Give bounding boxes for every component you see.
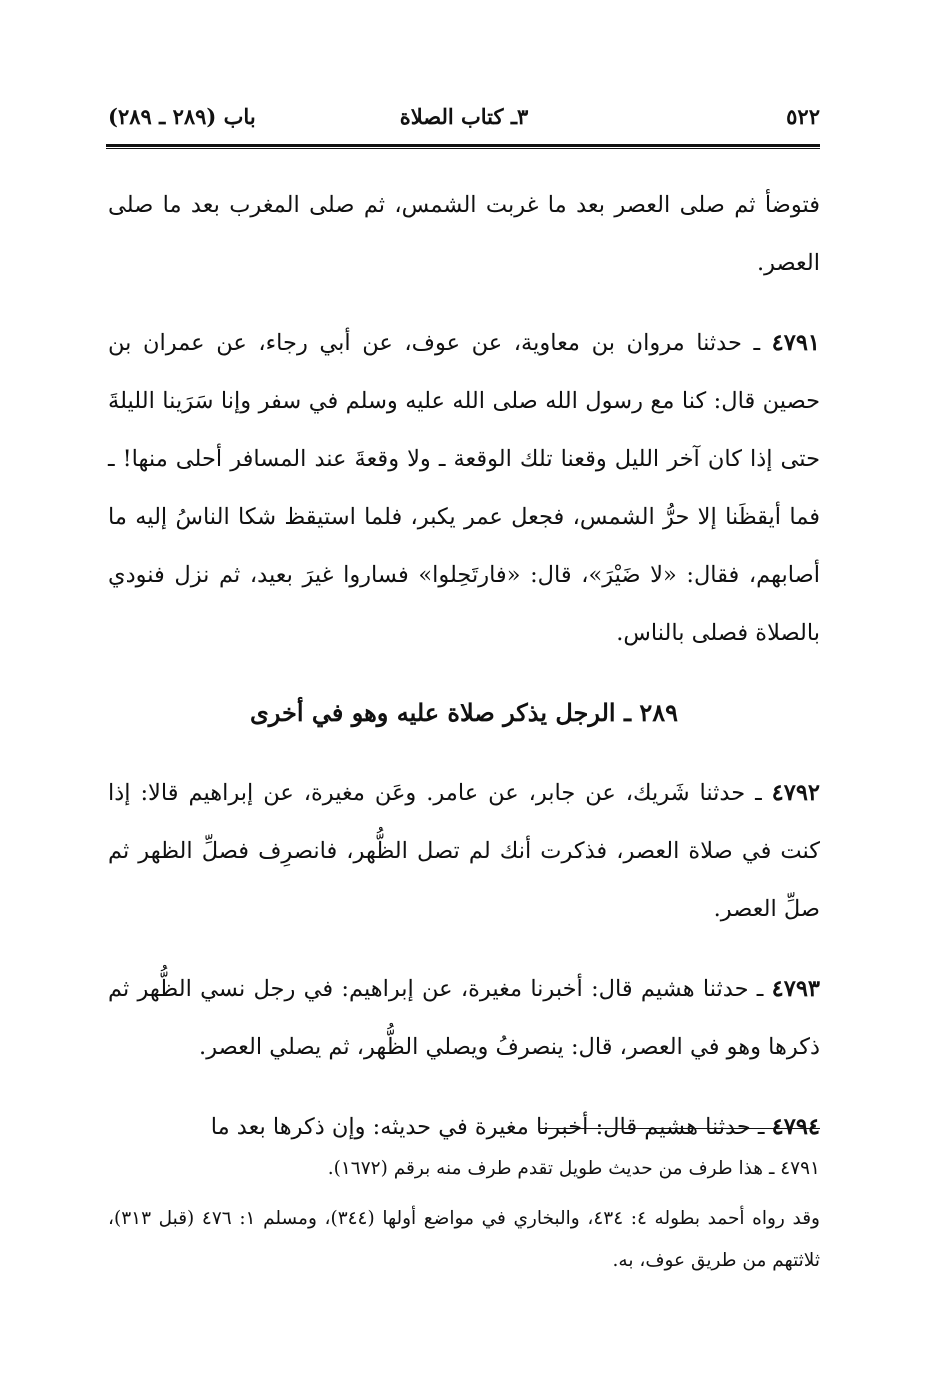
footnotes xyxy=(108,1148,820,1290)
page-header xyxy=(108,104,820,138)
hadith-number: ٤٧٩١ xyxy=(771,330,820,356)
hadith-text: ـ حدثنا شَريك، عن جابر، عن عامر. وعَن مغيرة، عن إبراهيم قالا: إذا كنت في صلاة العصر، فذكرت أنك لم تصل الظُّهر، فانصرِف فصلِّ الظهر ثم صلِّ العصر. xyxy=(108,780,820,922)
chapter-range: باب (٢٨٩ ـ ٢٨٩) xyxy=(108,104,256,129)
hadith-number: ٤٧٩٤ xyxy=(771,1114,820,1140)
chapter-heading: ٢٨٩ ـ الرجل يذكر صلاة عليه وهو في أخرى xyxy=(249,698,679,727)
footnote-2: وقد رواه أحمد بطوله ٤: ٤٣٤، والبخاري في مواضع أولها (٣٤٤)، ومسلم ١: ٤٧٦ (قبل ٣١٣)، ثلاثتهم من طريق عوف، به. xyxy=(108,1208,820,1271)
hadith-4792 xyxy=(108,764,820,938)
hadith-text: ـ حدثنا هشيم قال: أخبرنا مغيرة في حديثه: وإن ذكرها بعد ما xyxy=(210,1114,772,1140)
footnote-rule xyxy=(540,1128,820,1129)
hadith-4793 xyxy=(108,960,820,1076)
book-title: ٣ـ كتاب الصلاة xyxy=(399,104,529,129)
main-text xyxy=(108,176,820,1178)
hadith-text: ـ حدثنا هشيم قال: أخبرنا مغيرة، عن إبراهيم: في رجل نسي الظُّهر ثم ذكرها وهو في العصر، قال: ينصرفُ ويصلي الظُّهر، ثم يصلي العصر. xyxy=(108,976,820,1060)
hadith-number: ٤٧٩٢ xyxy=(771,780,820,806)
header-rule xyxy=(106,144,820,149)
hadith-4791 xyxy=(108,314,820,662)
page-number: ٥٢٢ xyxy=(786,104,820,129)
hadith-text: ـ حدثنا مروان بن معاوية، عن عوف، عن أبي رجاء، عن عمران بن حصين قال: كنا مع رسول الله صلى الله عليه وسلم في سفر وإنا سَرَينا الليلةَ حتى إذا كان آخر الليل وقعنا تلك الوقعة ـ ولا وقعةَ عند المسافر أحلى منها! ـ فما أيقظَنا إلا حرُّ الشمس، فجعل عمر يكبر، فلما استيقظ شكا الناسُ إليه ما أصابهم، فقال: «لا ضَيْرَ»، قال: «فارتَحِلوا» فساروا غيرَ بعيد، ثم نزل فنودي بالصلاة فصلى بالناس. xyxy=(108,330,820,646)
paragraph-continuation: فتوضأ ثم صلى العصر بعد ما غربت الشمس، ثم صلى المغرب بعد ما صلى العصر. xyxy=(108,192,820,276)
footnote-1: ٤٧٩١ ـ هذا طرف من حديث طويل تقدم طرف منه برقم (١٦٧٢). xyxy=(327,1158,820,1179)
hadith-number: ٤٧٩٣ xyxy=(771,976,820,1002)
